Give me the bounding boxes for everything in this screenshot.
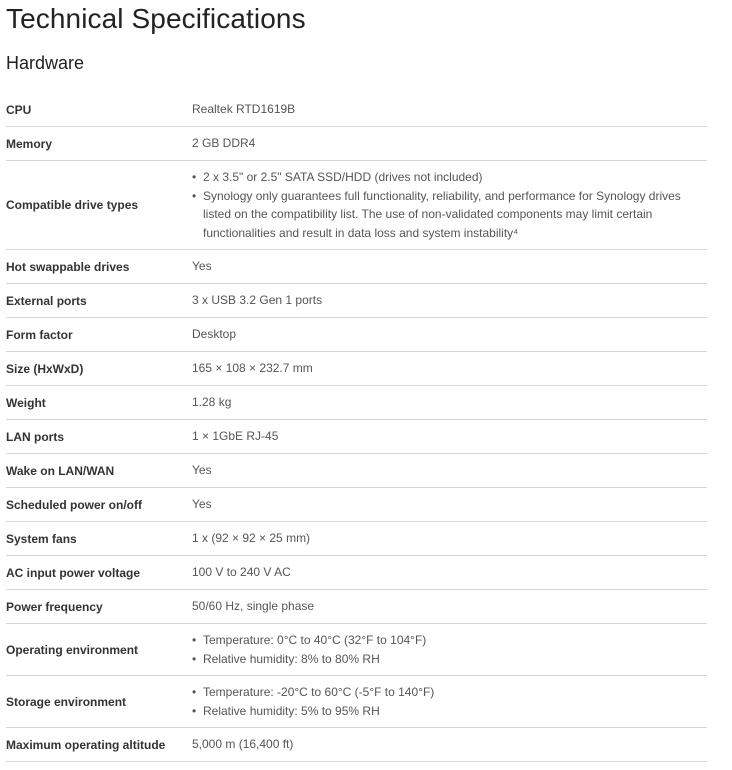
spec-row: [6, 454, 707, 488]
section-title-hardware: Hardware: [6, 53, 85, 73]
bullet-item: • 2 x 3.5" or 2.5" SATA SSD/HDD (drives not included): [192, 168, 707, 187]
spec-row: [6, 522, 707, 556]
spec-row: [6, 386, 707, 420]
spec-value: Realtek RTD1619B: [192, 93, 707, 127]
spec-value: Yes: [192, 454, 707, 488]
spec-row: [6, 728, 707, 762]
spec-label: Operating environment: [6, 624, 192, 676]
spec-value: 5,000 m (16,400 ft): [192, 728, 707, 762]
spec-label: Storage environment: [6, 676, 192, 728]
spec-label: Hot swappable drives: [6, 250, 192, 284]
spec-value-list: [192, 624, 707, 676]
spec-label: Scheduled power on/off: [6, 488, 192, 522]
spec-value: Yes: [192, 488, 707, 522]
spec-value: 1 × 1GbE RJ-45: [192, 420, 707, 454]
spec-row: [6, 161, 707, 250]
spec-label: Memory: [6, 127, 192, 161]
spec-value: 1.28 kg: [192, 386, 707, 420]
spec-value: 100 V to 240 V AC: [192, 556, 707, 590]
bullet-item: • Temperature: 0°C to 40°C (32°F to 104°F): [192, 631, 707, 650]
spec-row: [6, 556, 707, 590]
bullet-list: [192, 683, 707, 720]
spec-row: [6, 590, 707, 624]
spec-label: Compatible drive types: [6, 161, 192, 250]
spec-label: Weight: [6, 386, 192, 420]
spec-label: Size (HxWxD): [6, 352, 192, 386]
spec-table-body: [6, 93, 707, 762]
spec-label: Power frequency: [6, 590, 192, 624]
spec-value: 2 GB DDR4: [192, 127, 707, 161]
spec-value: 50/60 Hz, single phase: [192, 590, 707, 624]
spec-label: AC input power voltage: [6, 556, 192, 590]
spec-label: Maximum operating altitude: [6, 728, 192, 762]
bullet-item: • Temperature: -20°C to 60°C (-5°F to 140°F): [192, 683, 707, 702]
spec-row: [6, 93, 707, 127]
spec-value: Yes: [192, 250, 707, 284]
bullet-item: • Synology only guarantees full functionality, reliability, and performance for Synology drives listed on the compatibility list. The use of non-validated components may limit certain functionalities and result in data loss and system instability⁴: [192, 187, 707, 243]
spec-value: 1 x (92 × 92 × 25 mm): [192, 522, 707, 556]
spec-value: 3 x USB 3.2 Gen 1 ports: [192, 284, 707, 318]
spec-row: [6, 318, 707, 352]
spec-label: Form factor: [6, 318, 192, 352]
bullet-item: • Relative humidity: 5% to 95% RH: [192, 702, 707, 721]
spec-label: CPU: [6, 93, 192, 127]
spec-label: External ports: [6, 284, 192, 318]
spec-value-list: [192, 161, 707, 250]
spec-label: Wake on LAN/WAN: [6, 454, 192, 488]
spec-row: [6, 284, 707, 318]
spec-row: [6, 624, 707, 676]
spec-row: [6, 352, 707, 386]
spec-value: Desktop: [192, 318, 707, 352]
bullet-list: [192, 631, 707, 668]
spec-row: [6, 127, 707, 161]
spec-row: [6, 250, 707, 284]
spec-label: System fans: [6, 522, 192, 556]
spec-row: [6, 488, 707, 522]
page-title: Technical Specifications: [6, 3, 306, 34]
spec-row: [6, 420, 707, 454]
hardware-spec-table: [6, 93, 707, 762]
spec-label: LAN ports: [6, 420, 192, 454]
bullet-item: • Relative humidity: 8% to 80% RH: [192, 650, 707, 669]
spec-value-list: [192, 676, 707, 728]
spec-row: [6, 676, 707, 728]
spec-value: 165 × 108 × 232.7 mm: [192, 352, 707, 386]
bullet-list: [192, 168, 707, 242]
